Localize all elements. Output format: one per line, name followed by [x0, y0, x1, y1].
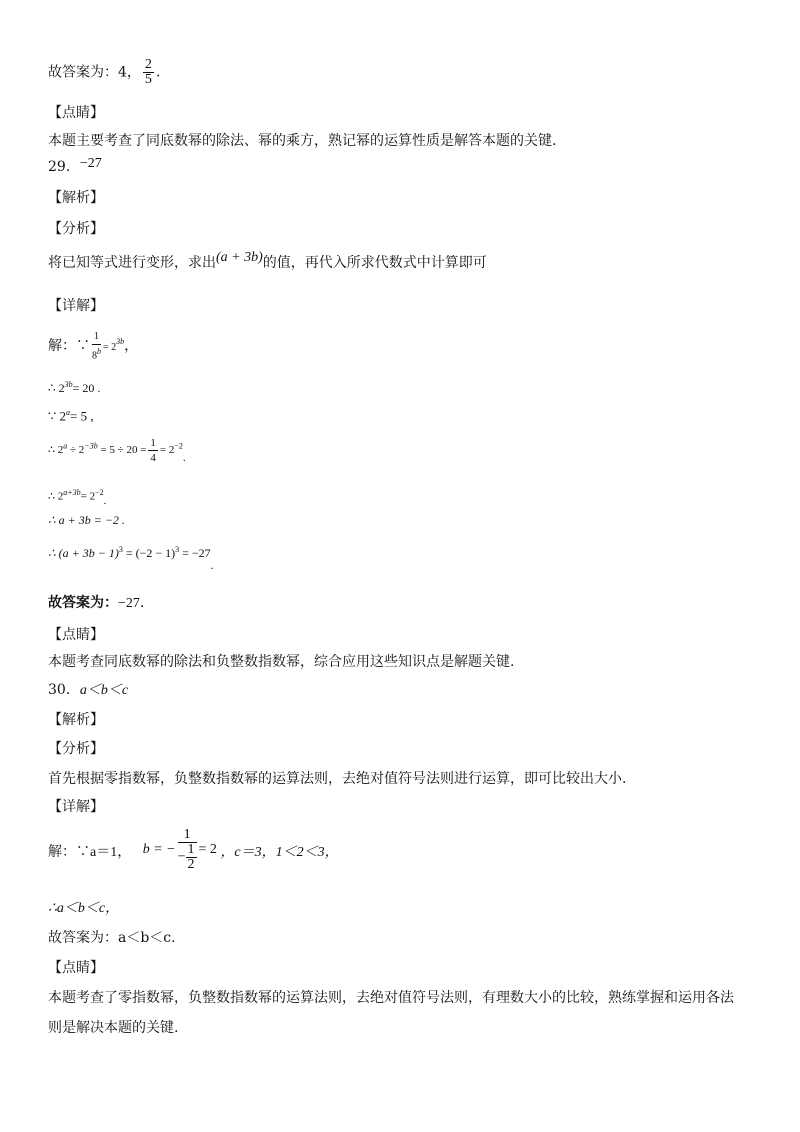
q28-answer-line: 故答案为：4， $\frac{2}{5}$ . [48, 57, 161, 87]
q29-header: 29．−27 [48, 156, 102, 175]
q29-dianjing-heading: 【点睛】 [48, 627, 104, 643]
q28-dianjing-text: 本题主要考查了同底数幂的除法、幂的乘方，熟记幂的运算性质是解答本题的关键. [48, 133, 557, 149]
q30-final-answer: 故答案为：a＜b＜c. [48, 930, 176, 946]
q30-fenxi-text: 首先根据零指数幂，负整数指数幂的运算法则，去绝对值符号法则进行运算，即可比较出大小. [48, 771, 627, 787]
q30-step1: 解：∵a＝1， b = − 1 − $\frac{1}{2}$ = 2 ，c＝3，1＜2＜3， [48, 827, 339, 872]
q29-fenxi-heading: 【分析】 [48, 221, 104, 237]
q29-xiangjie-heading: 【详解】 [48, 298, 104, 314]
q29-step4-fraction: $\frac{1}{4}$ [150, 437, 156, 464]
q29-step1: 解：∵ $\frac{1}{8^b}$ = $2^{3b}$， [48, 331, 139, 362]
q30-jiexi-heading: 【解析】 [48, 712, 104, 728]
q30-step1-expression: b = − 1 − $\frac{1}{2}$ = 2 [142, 827, 217, 872]
q30-dianjing-heading: 【点睛】 [48, 960, 104, 976]
q30-step1-inner-fraction: $\frac{1}{2}$ [187, 842, 195, 872]
q30-step2: ∴a＜b＜c， [48, 901, 120, 916]
q29-jiexi-heading: 【解析】 [48, 190, 104, 206]
q29-step3: ∵ $2^a= 5$ , [48, 408, 94, 424]
q28-answer-fraction: $\frac{2}{5}$ [144, 57, 152, 87]
q29-fenxi-expression: (a + 3b) [216, 250, 263, 265]
q29-step2: ∴ $2^{3b}= 20$ . [48, 380, 101, 395]
q29-fenxi-text: 将已知等式进行变形，求出(a + 3b)的值，再代入所求代数式中计算即可 [48, 250, 487, 271]
q28-dianjing-heading: 【点睛】 [48, 105, 104, 121]
q30-dianjing-line2: 则是解决本题的关键. [48, 1020, 179, 1036]
q29-final-answer: 故答案为：−27. [48, 595, 145, 611]
q29-dianjing-text: 本题考查同底数幂的除法和负整数指数幂，综合应用这些知识点是解题关键. [48, 654, 515, 670]
q29-step1-fraction: $\frac{1}{8^b}$ [92, 331, 101, 362]
q30-xiangjie-heading: 【详解】 [48, 799, 104, 815]
q29-step5: ∴ $2^{a+3b}= 2^{-2}$. [48, 488, 107, 507]
q29-step4: ∴ $2^a \div 2^{-3b} = 5 \div 20$ = $\frac{1}{4}$ = $2^{-2}$. [48, 437, 186, 465]
q29-step7: ∴ $(a + 3b - 1)^3 = (-2 - 1)^3 = -27$. [48, 545, 214, 572]
q30-dianjing-line1: 本题考查了零指数幂，负整数指数幂的运算法则，去绝对值符号法则，有理数大小的比较，熟练掌握和运用各法 [48, 990, 734, 1006]
q30-header: 30．a＜b＜c [48, 682, 129, 698]
q29-step6: ∴ a + 3b = −2 . [48, 513, 125, 527]
q30-fenxi-heading: 【分析】 [48, 741, 104, 757]
q30-step1-fraction: 1 − $\frac{1}{2}$ [177, 827, 195, 872]
